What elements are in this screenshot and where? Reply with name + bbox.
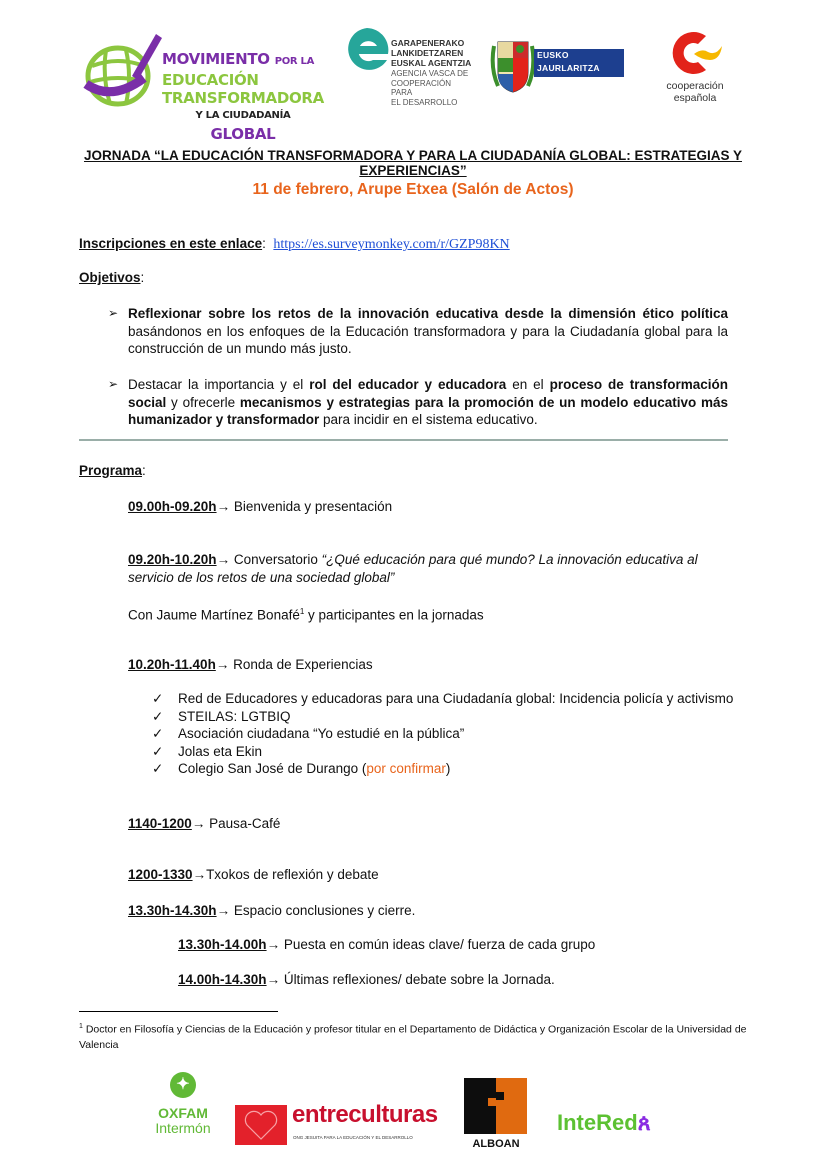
schedule-time: 09.20h-10.20h: [128, 552, 217, 567]
schedule-text: Bienvenida y presentación: [230, 499, 393, 514]
checkmark-icon: ✓: [152, 761, 164, 776]
intermon-name: Intermón: [155, 1120, 211, 1136]
checkmark-icon: ✓: [152, 743, 164, 759]
objectives-colon: :: [140, 270, 145, 285]
elkarlan-line: GARAPENERAKO: [391, 38, 465, 48]
movimiento-line1: MOVIMIENTO: [162, 50, 270, 68]
program-colon: :: [142, 463, 146, 478]
schedule-text: Últimas reflexiones/ debate sobre la Jornada.: [280, 972, 555, 987]
intered-name: InteRed: [557, 1110, 638, 1135]
schedule-text: Puesta en común ideas clave/ fuerza de cada grupo: [280, 937, 596, 952]
schedule-text: Txokos de reflexión y debate: [206, 867, 379, 882]
globe-pencil-icon: [82, 26, 162, 110]
list-item: [152, 743, 733, 761]
experience-text: Colegio San José de Durango (: [178, 761, 367, 776]
schedule-time: 14.00h-14.30h: [178, 972, 267, 987]
coat-of-arms-icon: [490, 38, 536, 94]
schedule-subitem: [178, 936, 595, 954]
event-date-location: 11 de febrero, Arupe Etxea (Salón de Actos): [252, 181, 574, 198]
alboan-logo: [462, 1078, 532, 1150]
footnote-ref[interactable]: 1: [299, 607, 305, 616]
section-divider: [79, 439, 728, 441]
elkarlan-line: LANKIDETZAREN: [391, 48, 464, 58]
arrowhead-bullet-icon: ➢: [108, 377, 119, 391]
schedule-item: [128, 902, 415, 920]
gobierno-vasco-logo: [490, 38, 625, 94]
coop-line1: cooperación: [666, 80, 724, 92]
arrow-right-icon: →: [266, 972, 281, 987]
person-figure-icon: ጰ: [637, 1110, 651, 1135]
arrow-right-icon: →: [266, 937, 281, 952]
elkarlan-line: EL DESARROLLO: [391, 97, 458, 107]
program-heading: [79, 463, 146, 478]
entreculturas-logo: [235, 1101, 440, 1145]
schedule-item: [128, 815, 280, 833]
objective-bold: proceso de transformación social: [128, 377, 728, 410]
arrowhead-bullet-icon: ➢: [108, 306, 119, 320]
program-label: Programa: [79, 463, 143, 478]
conversatorio-title: “¿Qué educación para qué mundo? La innovación educativa al servicio de los retos de una sociedad global”: [128, 552, 698, 585]
registration-link[interactable]: https://es.surveymonkey.com/r/GZP98KN: [273, 237, 510, 252]
footnote-number: 1: [79, 1023, 83, 1030]
coop-line2: española: [673, 92, 717, 104]
arrow-right-icon: →: [215, 657, 230, 672]
experiences-list: [152, 690, 733, 778]
checkmark-icon: ✓: [152, 708, 164, 724]
schedule-text: Pausa-Café: [205, 816, 281, 831]
schedule-item: [128, 498, 392, 516]
schedule-text: Espacio conclusiones y cierre.: [230, 903, 416, 918]
schedule-text: Conversatorio: [230, 552, 322, 567]
movimiento-logo: [82, 26, 324, 143]
objective-text: para incidir en el sistema educativo.: [319, 412, 538, 427]
entreculturas-name: entreculturas: [292, 1101, 438, 1128]
schedule-time: 13.30h-14.00h: [178, 937, 267, 952]
elkarlan-logo: [343, 26, 473, 112]
arrow-right-icon: →: [216, 903, 231, 918]
schedule-text: Ronda de Experiencias: [229, 657, 373, 672]
footnote-text: Doctor en Filosofía y Ciencias de la Educación y profesor titular en el Departamento de Didáctica y Organización Escolar de la Universidad de Valencia: [79, 1023, 747, 1051]
schedule-subitem: [178, 971, 555, 989]
experience-text: STEILAS: LGTBIQ: [178, 708, 291, 724]
objective-text: Destacar la importancia y el: [128, 377, 310, 392]
movimiento-line3: GLOBAL: [210, 125, 276, 143]
heart-icon: [235, 1105, 287, 1145]
list-item: [152, 690, 733, 708]
list-item: [152, 725, 733, 743]
footnote-separator: [79, 1011, 278, 1012]
oxfam-name: OXFAM: [158, 1105, 208, 1121]
objective-bold: mecanismos y estrategias para la promoción de un modelo educativo más humanizador y transformador: [128, 394, 728, 427]
list-item: [152, 760, 733, 778]
alboan-name: ALBOAN: [472, 1138, 520, 1150]
arrow-right-icon: →: [216, 552, 231, 567]
arrow-right-icon: →: [192, 867, 207, 882]
experience-text: Red de Educadores y educadoras para una Ciudadanía global: Incidencia policía y activismo: [178, 691, 734, 706]
schedule-time: 10.20h-11.40h: [128, 657, 216, 672]
elkarlan-line: AGENCIA VASCA DE: [391, 69, 469, 78]
registration-colon: :: [262, 236, 266, 251]
intered-logo: [557, 1110, 651, 1136]
schedule-time: 13.30h-14.30h: [128, 903, 217, 918]
experience-text: Jolas eta Ekin: [178, 743, 263, 759]
experience-text: Asociación ciudadana “Yo estudié en la pública”: [178, 726, 465, 741]
arrow-right-icon: →: [216, 499, 231, 514]
objective-bold: rol del educador y educadora: [309, 377, 507, 392]
registration-line: [79, 236, 510, 253]
page-title: JORNADA “LA EDUCACIÓN TRANSFORMADORA Y PARA LA CIUDADANÍA GLOBAL: ESTRATEGIAS Y EXPERIENCIAS”: [83, 148, 742, 178]
footnote: [79, 1019, 749, 1053]
objective-item: [108, 376, 728, 429]
schedule-time: 1140-1200: [128, 816, 192, 831]
objectives-heading: [79, 270, 144, 285]
speaker-name: Con Jaume Martínez Bonafé: [128, 607, 300, 623]
schedule-time: 09.00h-09.20h: [128, 499, 217, 514]
list-item: [152, 708, 733, 726]
cooperacion-espanola-logo: [660, 26, 730, 116]
speaker-rest: y participantes en la jornadas: [304, 607, 484, 623]
arrow-right-icon: →: [191, 816, 206, 831]
entreculturas-tagline: ONG JESUITA PARA LA EDUCACIÓN Y EL DESARROLLO: [293, 1135, 413, 1140]
gv-line1: EUSKO JAURLARITZA: [537, 50, 600, 73]
e-letter-icon: [343, 26, 389, 76]
oxfam-icon: ✦: [170, 1072, 196, 1098]
objective-text: en el: [506, 377, 550, 392]
schedule-item: [128, 656, 373, 674]
checkmark-icon: ✓: [152, 691, 164, 706]
objective-item: [108, 305, 728, 358]
movimiento-line1-small: POR LA: [274, 56, 315, 67]
gv-line2: GOBIERNO VASCO: [537, 76, 620, 86]
experience-text: ): [445, 761, 451, 776]
checkmark-icon: ✓: [152, 726, 164, 741]
movimiento-line3-small: Y LA CIUDADANÍA: [195, 110, 291, 121]
objective-text: y ofrecerle: [166, 394, 240, 410]
objective-bold: Reflexionar sobre los retos de la innovación educativa desde la dimensión ético política: [128, 306, 728, 321]
elkarlan-line: COOPERACIÓN PARA: [391, 78, 452, 97]
objective-text: basándonos en los enfoques de la Educación transformadora y para la Ciudadanía global para la construcción de un mundo más justo.: [128, 323, 728, 356]
pending-confirmation: por confirmar: [366, 761, 446, 776]
elkarlan-line: EUSKAL AGENTZIA: [391, 58, 472, 68]
schedule-item: [128, 551, 728, 586]
schedule-time: 1200-1330: [128, 867, 193, 882]
movimiento-line2: EDUCACIÓN TRANSFORMADORA: [162, 71, 324, 107]
c-wave-icon: [660, 26, 730, 78]
schedule-item: [128, 866, 379, 884]
registration-label: Inscripciones en este enlace: [79, 236, 263, 251]
objectives-label: Objetivos: [79, 270, 141, 285]
oxfam-intermon-logo: [148, 1072, 218, 1148]
speaker-line: [128, 603, 484, 624]
